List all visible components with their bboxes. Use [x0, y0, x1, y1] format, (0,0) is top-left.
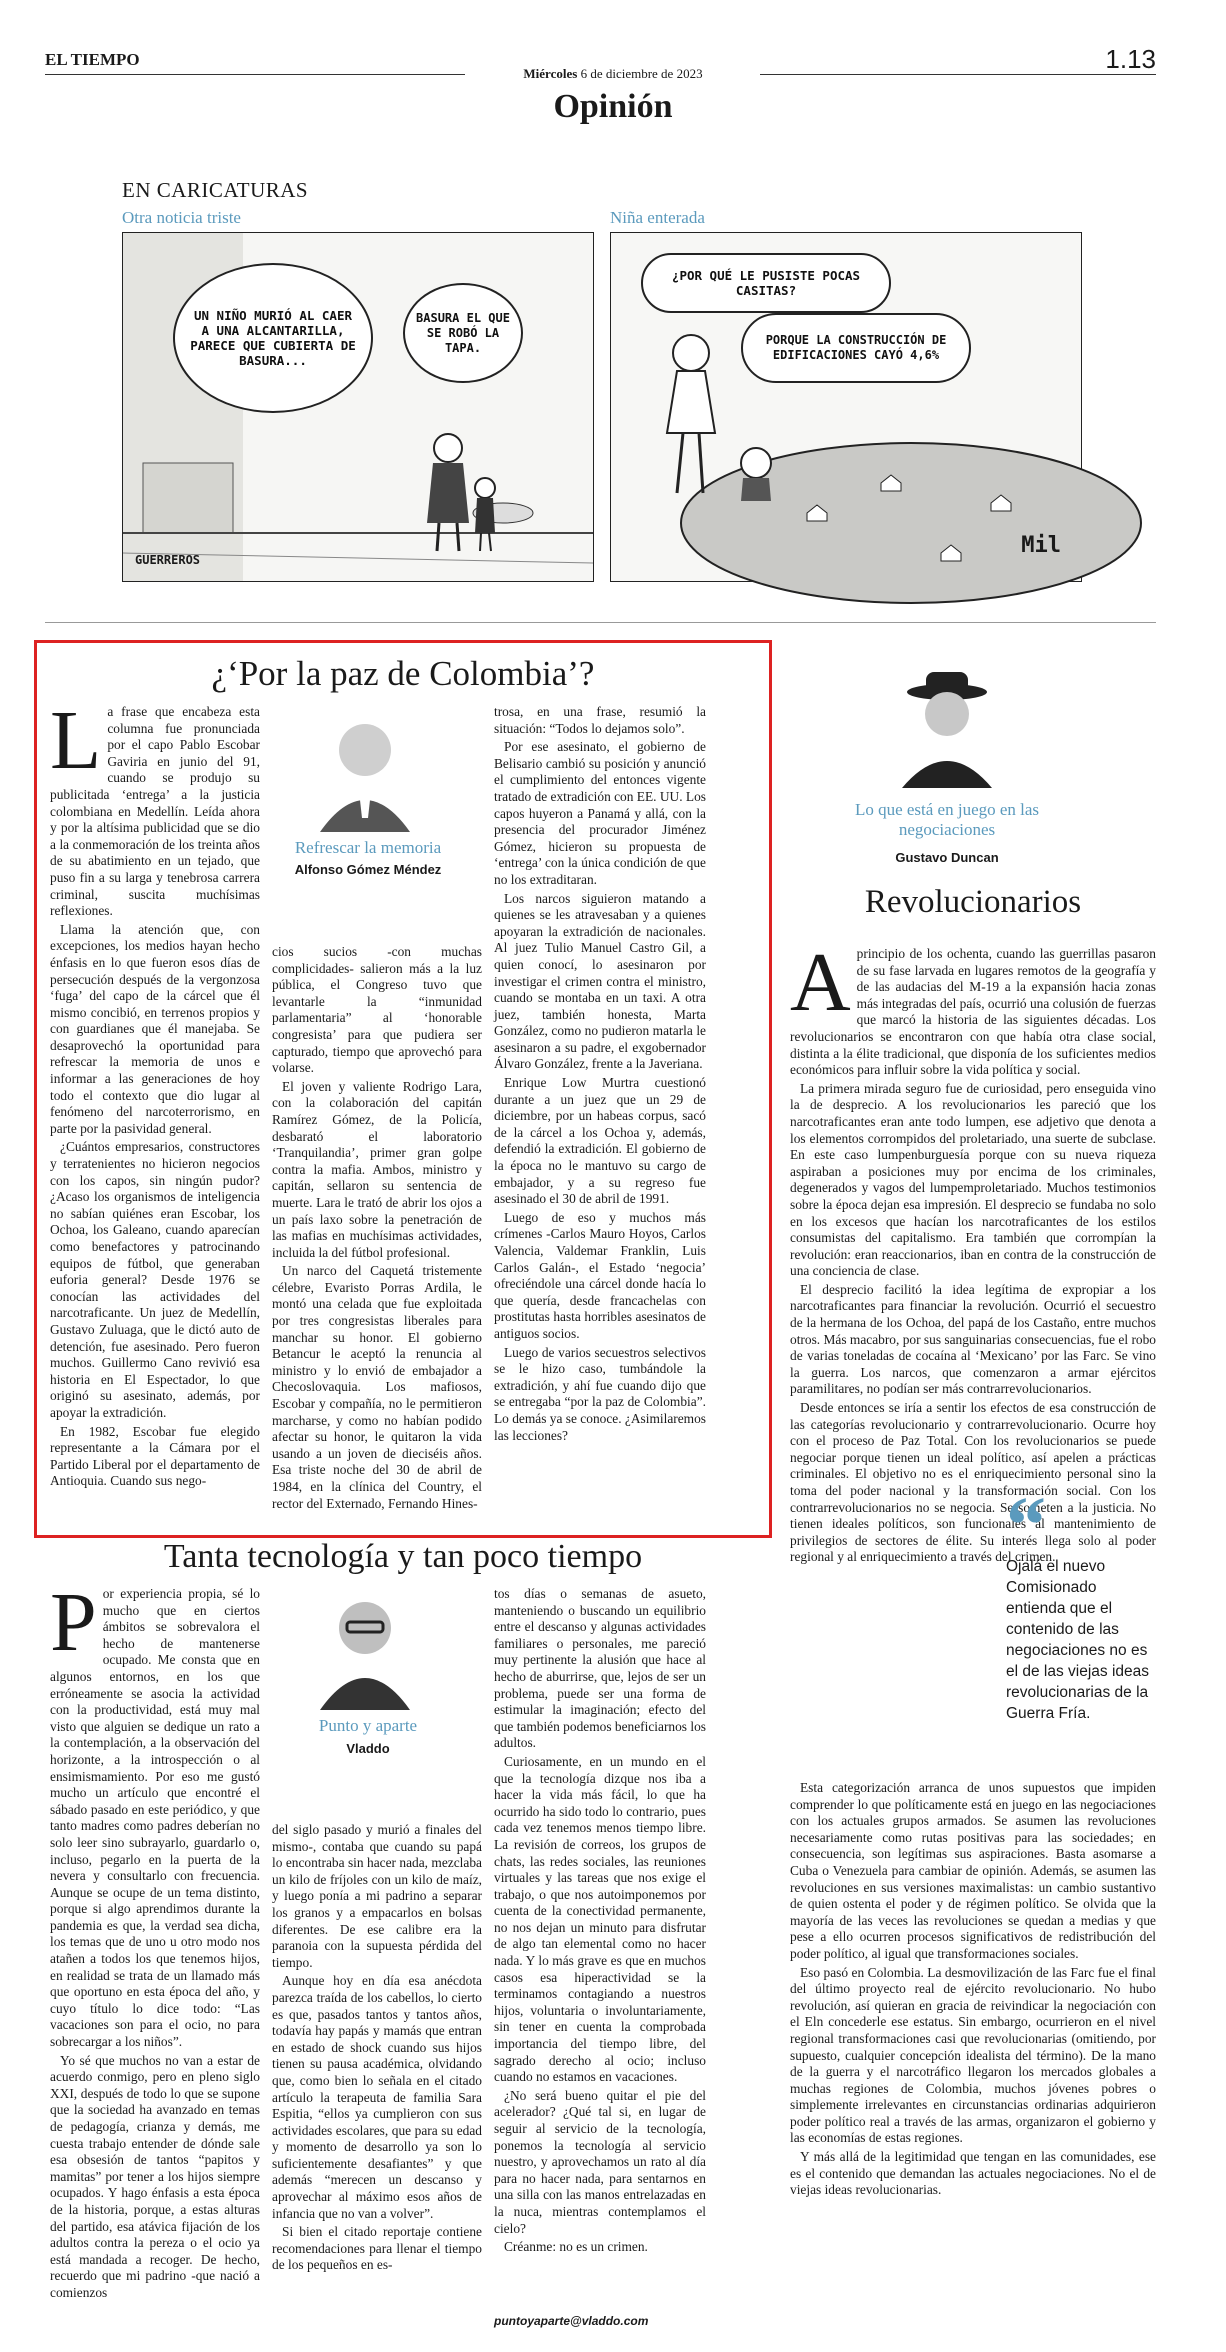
header-rule-left [45, 74, 465, 75]
paragraph: Créanme: no es un crimen. [504, 2239, 648, 2255]
article2-column-name: Punto y aparte [318, 1716, 418, 1735]
article1-col3 [494, 704, 706, 1534]
paragraph: Yo sé que muchos no van a estar de acuerdo conmigo, pero en pleno siglo XXI, después de todo lo que se supone que la sociedad ha avanzado en temas de pedagogía, crianza y demás, me cuesta trabajo entender de dónde sale esa obsesión de tantos “papitos y mamitas” por tener a los hijos siempre ocupados. Y hago énfasis a esta época de la historia, porque, a estas alturas del partido, esa atávica fijación de los adultos contra la pereza o el ocio ya está mandada a recoger. De hecho, recuerdo que mi padrino -que nació a comienzos [50, 2052, 260, 2300]
cartoon-right-bubble-1: ¿POR QUÉ LE PUSISTE POCAS CASITAS? [641, 253, 891, 313]
cartoon-left-bubble-1: UN NIÑO MURIÓ AL CAER A UNA ALCANTARILLA, PARECE QUE CUBIERTA DE BASURA... [173, 263, 373, 413]
paragraph: del siglo pasado y murió a finales del mismo-, contaba que cuando su papá lo encontraba sin hacer nada, mezclaba un kilo de fríjoles con un kilo de maíz, y luego ponía a mi padrino a separar los granos y a empacarlos en bolsas diferentes. De ese calibre era la paranoia con la supuesta pérdida del tiempo. [272, 1822, 482, 1970]
portrait-icon [310, 1586, 420, 1710]
quote-icon: “ [1006, 1482, 1046, 1570]
paragraph: Eso pasó en Colombia. La desmovilización de las Farc fue el final del último proyecto real de ejército revolucionario. No hubo revolución, así quieran en gracia de reivindicar la negociación con el Eln concederle ese estatus. Sin embargo, ocurrieron en el nivel regional transformaciones casi que revolucionarias (omitiendo, por supuesto, cualquier concepción idealista del término). De la mano de la guerra y el narcotráfico llegaron los mercados globales a muchas regiones de Colombia, muchos jóvenes pobres o simplemente irrelevantes en circunstancias ordinarias adquirieron poder político real a través de las armas, organizaron el gobierno y las economías de estas regiones. [790, 1964, 1156, 2146]
article2-drop-cap: P [50, 1576, 97, 1669]
masthead: EL TIEMPO [45, 50, 140, 69]
paragraph: Aunque hoy en día esa anécdota parezca traída de los cabellos, lo cierto es que, pasados tantos y tantos años, todavía hay papás y mamás que entran en estado de shock cuando sus hijos tienen su pausa académica, olvidando que, como bien lo señala en el citado artículo la terapeuta de familia Sara Espitia, “ellos ya cumplieron con sus actividades escolares, que para su edad y momento de desarrollo ya son lo suficientemente desafiantes” y que además “merecen un descanso y aprovechar al máximo esos años de infancia que no van a volver”. [272, 1973, 482, 2221]
cartoon-left-signature: GUERREROS [135, 553, 201, 567]
article2-col3 [494, 1586, 706, 2306]
article2-title: Tanta tecnología y tan poco tiempo [163, 1538, 643, 1575]
article3-title: Revolucionarios [864, 884, 1082, 920]
cartoon-right-signature: Mil [1021, 533, 1061, 558]
article3-pull-quote [1006, 1482, 1156, 1746]
article3-body-bottom [790, 1780, 1156, 2328]
article2-author-photo [310, 1586, 420, 1710]
paragraph: trosa, en una frase, resumió la situación: “Todos lo dejamos solo”. [494, 704, 706, 736]
paragraph: En 1982, Escobar fue elegido representante a la Cámara por el Partido Liberal por el departamento de Antioquia. Cuando sus nego- [50, 1423, 260, 1489]
article3-drop-cap: A [790, 936, 851, 1029]
article1-col1 [50, 694, 260, 1534]
cartoon-left-bubble-2: BASURA EL QUE SE ROBÓ LA TAPA. [403, 283, 523, 383]
cartoon-left-drawing [123, 233, 593, 581]
caricaturas-kicker: EN CARICATURAS [122, 178, 309, 202]
cartoon-right [610, 232, 1082, 582]
paragraph: Y más allá de la legitimidad que tengan en las comunidades, ese es el contenido que demandan las actuales negociaciones. No el de viejas ideas revolucionarias. [790, 2149, 1156, 2198]
portrait-icon [310, 708, 420, 832]
paragraph: ¿No será bueno quitar el pie del acelerador? ¿Qué tal si, en lugar de seguir al servicio de la tecnología, ponemos la tecnología al servicio nuestro, y aprovechamos un rato al día para no hacer nada, para sentarnos en una silla con las manos entrelazadas en la nuca, mientras contemplamos el cielo? [494, 2087, 706, 2236]
cartoon-left-title: Otra noticia triste [122, 208, 241, 227]
article3-body-top [790, 936, 1156, 1565]
cartoon-left [122, 232, 594, 582]
paragraph: a frase que encabeza esta columna fue pronunciada por el capo Pablo Escobar Gaviria en junio del 91, cuando se produjo su publicitada ‘entrega’ a la justicia colombiana en Medellín. Leída ahora y por la altísima publicidad que se dio a la conmemoración de los treinta años de su abatimiento en un tejado, que puso fin a su larga y tenebrosa carrera criminal, suscita muchísimas reflexiones. [50, 704, 260, 919]
paragraph: La primera mirada seguro fue de curiosidad, pero enseguida vino la de desprecio. A los revolucionarios les pareció que los narcotraficantes eran ante todo lumpen, ese adjetivo que denota a los elementos corrompidos del proletariado, una suerte de subclase. En este caso lumpenburguesía porque con su nueva riqueza aspiraban a posiciones muy por encima de los criminales, degenerados y vagos del lumpemproletariado. Muchos testimonios sobre la época dejan esa impresión. El desprecio se fundaba no solo en los excesos que hacían los narcotraficantes de los estilos consumistas del capitalismo. Era también que corrompían la revolución: eran reaccionarios, iban en contra de la construcción de una conciencia de clase. [790, 1080, 1156, 1279]
article3-author-photo [892, 664, 1002, 788]
article1-drop-cap: L [50, 694, 102, 787]
paragraph: ¿Cuántos empresarios, constructores y terratenientes no hicieron negocios con los capos, sin ningún pudor? ¿Acaso los organismos de inteligencia no sabían quiénes eran Escobar, los Ochoa, los Galeano, cuando aparecían como benefactores y patrocinando equipos de fútbol, que generaban euforia general? Desde 1976 se conocían las actividades del narcotraficante. Un juez de Medellín, Gustavo Zuluaga, que le dictó auto de detención, fue asesinado. Pero fueron muchos. Guillermo Cano revivió esa historia en El Espectador, lo que originó su asesinato, además, por apoyar la extradición. [50, 1139, 260, 1420]
paragraph: principio de los ochenta, cuando las guerrillas pasaron de su fase larvada en lugares remotos de la geografía y de las audacias del M-19 a la expansión hacia zonas más integradas del país, ocurrió una colusión de fuerzas que marcó la historia de las siguientes décadas. Los revolucionarios se encontraron con que había otra clase social, distinta a la élite tradicional, que disponía de los suficientes medios económicos para influir sobre la vida política y social. [790, 946, 1156, 1078]
article1-col2 [272, 944, 482, 1534]
portrait-icon [892, 664, 1002, 788]
article2-author: Vladdo [346, 1741, 390, 1756]
paragraph: Desde entonces se iría a sentir los efectos de esa construcción de las categorías revolucionario y contrarrevolucionario. Ocurre hoy con el proceso de Paz Total. Con los revolucionarios se puede negociar porque tienen un ideal político, así apelen a prácticas criminales. El objetivo no es el enriquecimiento personal sino la toma del poder nacional y la transformación social. Con los contrarrevolucionarios no se negocia. Se someten a la justicia. No tienen ideales políticos, son funcionales al mantenimiento de privilegios de sectores de élite. Su interés llega solo al poder regional y al enriquecimiento a través del crimen. [790, 1400, 1156, 1565]
section-title: Opinión [553, 88, 673, 125]
paragraph: Esta categorización arranca de unos supuestos que impiden comprender lo que políticamente está en juego en las negociaciones con los actuales grupos armados. Se asumen las revoluciones necesariamente como rutas positivas para las sociedades; en consecuencia, son legítimas sus aspiraciones. Basta asomarse a Cuba o Venezuela para cambiar de opinión. Además, se asumen las revoluciones en sus versiones maximalistas: un cambio sustantivo de quien ostenta el poder y de régimen político. Se olvida que la mayoría de las veces las revoluciones se quedan a medias y que pese a ello ocurren procesos significativos de redistribución del poder político, al igual que transformaciones sociales. [790, 1780, 1156, 1961]
article1-column-name: Refrescar la memoria [294, 838, 442, 857]
paragraph: tos días o semanas de asueto, manteniendo o buscando un equilibrio entre el descanso y algunas actividades familiares o personales, me pareció muy pertinente la alusión que hace al hecho de aburrirse, que, lejos de ser un problema, puede ser una forma de estimular la imaginación; efecto del que también podemos beneficiarnos los adultos. [494, 1586, 706, 1751]
section-divider [45, 622, 1156, 623]
paragraph: Enrique Low Murtra cuestionó durante a un juez que un 29 de diciembre, por un habeas corpus, sacó de la cárcel a los Ochoa y, además, defendió la extradición. El gobierno de la época no le mantuvo su cargo de embajador, y a su regreso fue asesinado el 30 de abril de 1991. [494, 1075, 706, 1207]
date-rest: 6 de diciembre de 2023 [580, 66, 703, 81]
paragraph: Los narcos siguieron matando a quienes se les atravesaban y a quienes apoyaran la extradición de nacionales. Al juez Tulio Manuel Castro Gil, a quien conocí, lo asesinaron por investigar el crimen contra el ministro, cuando se montaba en un taxi. A otra juez, también honesta, Marta González, como no pudieron matarla le asesinaron a su padre, el exgobernador Álvaro González, frente a la Javeriana. [494, 890, 706, 1072]
article2-col1 [50, 1576, 260, 2331]
article3-author: Gustavo Duncan [895, 850, 999, 865]
cartoon-right-bubble-2: PORQUE LA CONSTRUCCIÓN DE EDIFICACIONES CAYÓ 4,6% [741, 313, 971, 383]
pull-quote-text: Ojalá el nuevo Comisionado entienda que el contenido de las negociaciones no es el de las viejas ideas revolucionarias de la Guerra Fría. [1006, 1558, 1150, 1722]
paragraph: Llama la atención que, con excepciones, los medios hayan hecho énfasis en lo que fueron esos días de persecución después de la vergonzosa ‘fuga’ del capo de la cárcel que él mismo concibió, en terrenos propios y con guardianes que él manejaba. Se desaprovechó la oportunidad para refrescar la memoria de unos e informar a las generaciones de hoy todo el contexto que dio lugar al fenómeno del narcoterrorismo, en parte por la pasividad general. [50, 921, 260, 1136]
article1-author: Alfonso Gómez Méndez [294, 862, 442, 877]
date-day: Miércoles [523, 66, 578, 81]
paragraph: Luego de eso y muchos más crímenes -Carlos Mauro Hoyos, Carlos Valencia, Valdemar Franklin, Luis Carlos Galán-, el Estado ‘negocia’ ofreciéndole una cárcel donde hacía lo que quería, desde francachelas con prostitutas hasta horribles asesinatos de antiguos socios. [494, 1209, 706, 1341]
paragraph: cios sucios -con muchas complicidades- salieron más a la luz pública, el Congreso tuvo que levantarle la “inmunidad parlamentaria” al ‘honorable congresista’ para que pudiera ser capturado, tiempo que aprovechó para volarse. [272, 944, 482, 1076]
article1-title: ¿‘Por la paz de Colombia’? [211, 654, 595, 693]
paragraph: El desprecio facilitó la idea legítima de expropiar a los narcotraficantes para financiar la revolución. Ocurrió el secuestro de la hermana de los Ochoa, del papá de los Castaño, entre muchos otros. Más macabro, por sus sanguinarias consecuencias, fue el robo de varias toneladas de cocaína al ‘Mexicano’ por las Farc. Se vino la guerra. Los narcos, que comenzaron a armar ejércitos paramilitares, no podían ser más contrarrevolucionarios. [790, 1281, 1156, 1397]
paragraph: Por ese asesinato, el gobierno de Belisario cambió su posición y anunció el cumplimiento del entonces vigente tratado de extradición con EE. UU. Los capos huyeron a Panamá y allá, con la presencia del procurador Jiménez Gómez, hicieron su propuesta de ‘entrega’ con la única condición de que no los extraditaran. [494, 739, 706, 887]
article3-column-name: Lo que está en juego en las negociaciones [854, 800, 1040, 839]
paragraph: or experiencia propia, sé lo mucho que en ciertos ámbitos se sobrevalora el hecho de mantenerse ocupado. Me consta que en algunos entornos, en los que erróneamente se asocia la actividad con la productividad, está muy mal visto que alguien se dedique un rato a la contemplación, a la observación del horizonte, a la introspección o al ensimismamiento. Por eso me gustó mucho un artículo que encontré el sábado pasado en este periódico, y que tanto madres como padres deberían no solo leer sino subrayarlo, guardarlo o, incluso, pegarlo en la puerta de la nevera y consultarlo con frecuencia. Aunque se ocupe de un tema distinto, porque si algo aprendimos durante la pandemia es que, la verdad sea dicha, los temas que de uno u otro modo nos atañen a todos los que tenemos hijos, en realidad se trata de un llamado más que oportuno en esta época del año, y cuyo título lo dice todo: “Las vacaciones son para el ocio, no para sobrecargar a los niños”. [50, 1586, 260, 2050]
paragraph: El joven y valiente Rodrigo Lara, con la colaboración del capitán Ramírez Gómez, de la Policía, desbarató el laboratorio ‘Tranquilandia’, primer gran golpe contra la mafia. Ambos, ministro y capitán, sellaron su sentencia de muerte. Lara le trató de abrir los ojos a un país laxo sobre la penetración de las mafias en muchísimas actividades, incluida la del fútbol profesional. [272, 1078, 482, 1260]
paragraph: Un narco del Caquetá tristemente célebre, Evaristo Porras Ardila, le montó una celada que fue exploitada por tres congresistas liberales para manchar su honor. El gobierno Betancur le aceptó la renuncia al ministro y lo envió de embajador a Checoslovaquia. Los mafiosos, Escobar y compañía, no le permitieron marcharse, y como no habían podido afectar su honor, le quitaron la vida usando a un joven de dieciséis años. Esa triste noche del 30 de abril de 1984, en la clínica del Country, el rector del Externado, Fernando Hines- [272, 1263, 482, 1511]
article2-col2 [272, 1822, 482, 2322]
paragraph: Curiosamente, en un mundo en el que la tecnología dizque nos iba a hacer la vida más fácil, lo que ha ocurrido ha sido todo lo contrario, pues cada vez tenemos menos tiempo libre. La revisión de correos, los grupos de chats, las redes sociales, las reuniones virtuales y las tareas que nos exige el trabajo, o que nos autoimponemos por cuenta de la conectividad permanente, no nos dejan un minuto para disfrutar de algo tan elemental como no hacer nada. Y lo más grave es que en muchos casos esa hiperactividad se la terminamos contagiando a nuestros hijos, voluntaria o involuntariamente, sin tener en cuenta la comprobada importancia del tiempo libre, del sagrado derecho al ocio; incluso cuando no estamos en vacaciones. [494, 1753, 706, 2085]
cartoon-right-title: Niña enterada [610, 208, 705, 227]
article2-signature[interactable]: puntoyaparte@vladdo.com [494, 2314, 649, 2328]
paragraph: Luego de varios secuestros selectivos se le hizo caso, tumbándole la extradición, y ahí fue cuando dijo que se entregaba “por la paz de Colombia”. Lo demás ya se conoce. ¿Asimilaremos las lecciones? [494, 1344, 706, 1443]
paragraph: Si bien el citado reportaje contiene recomendaciones para llenar el tiempo de los pequeños en es- [272, 2224, 482, 2273]
page-number: 1.13 [1105, 44, 1156, 74]
article1-author-photo [310, 708, 420, 832]
header-rule-right [760, 74, 1156, 75]
